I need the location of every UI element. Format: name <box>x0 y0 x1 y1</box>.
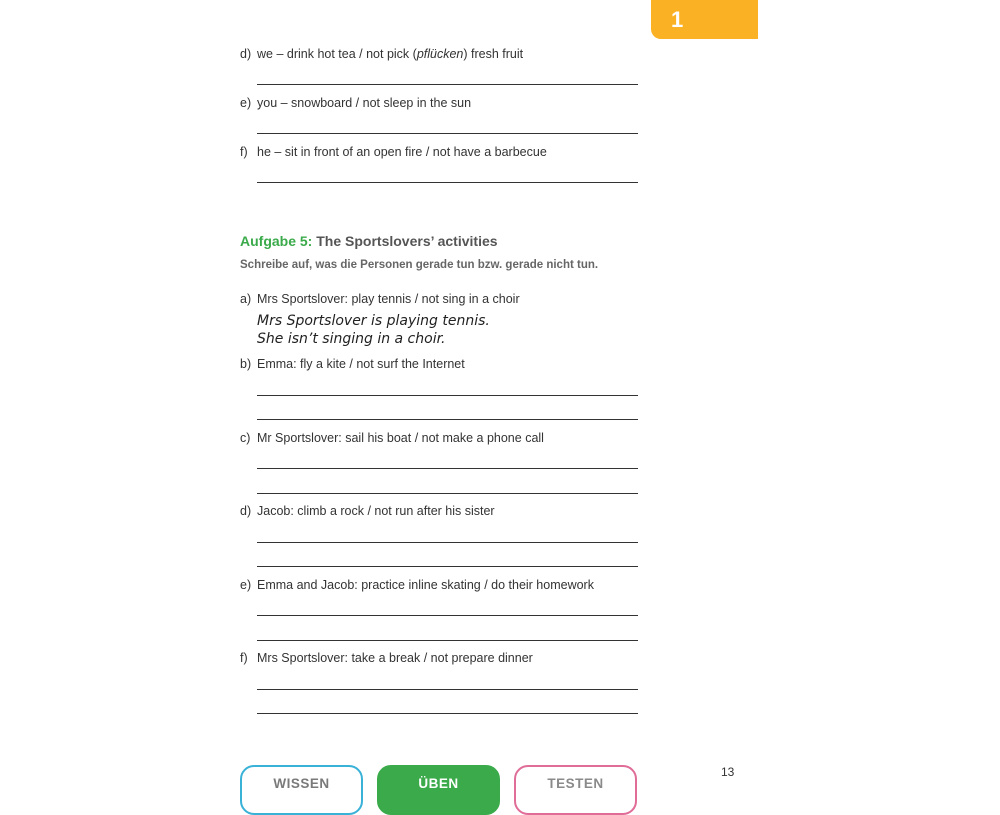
item-text-post: ) fresh fruit <box>463 47 524 61</box>
item-letter: c) <box>240 431 251 445</box>
ueben-tab[interactable]: ÜBEN <box>377 765 500 815</box>
item-text-pre: we – drink hot tea / not pick ( <box>257 47 417 61</box>
item-letter: e) <box>240 578 252 592</box>
exercise-title-text: The Sportslovers’ activities <box>316 233 498 249</box>
item-letter: e) <box>240 96 252 110</box>
top-item-e <box>240 96 471 110</box>
item-letter: d) <box>240 47 252 61</box>
item-text: Jacob: climb a rock / not run after his sister <box>257 504 495 518</box>
answer-line[interactable] <box>257 689 638 690</box>
answer-line[interactable] <box>257 493 638 494</box>
exercise-item-a <box>240 292 520 306</box>
answer-line[interactable] <box>257 182 638 183</box>
item-letter: b) <box>240 357 252 371</box>
exercise-item-c <box>240 431 544 445</box>
answer-line[interactable] <box>257 713 638 714</box>
answer-line[interactable] <box>257 542 638 543</box>
answer-line[interactable] <box>257 133 638 134</box>
testen-tab[interactable]: TESTEN <box>514 765 637 815</box>
item-letter: f) <box>240 651 248 665</box>
item-text: Emma and Jacob: practice inline skating / do their homework <box>257 578 594 592</box>
answer-line[interactable] <box>257 419 638 420</box>
answer-line[interactable] <box>257 395 638 396</box>
item-text: he – sit in front of an open fire / not have a barbecue <box>257 145 547 159</box>
chapter-number: 1 <box>671 7 684 32</box>
item-letter: f) <box>240 145 248 159</box>
exercise-item-b <box>240 357 465 371</box>
exercise-item-f <box>240 651 533 665</box>
item-letter: a) <box>240 292 252 306</box>
answer-line[interactable] <box>257 640 638 641</box>
example-answer-line-1: Mrs Sportslover is playing tennis. <box>257 313 490 329</box>
exercise-instruction: Schreibe auf, was die Personen gerade tun bzw. gerade nicht tun. <box>240 259 599 271</box>
answer-line[interactable] <box>257 566 638 567</box>
exercise-title <box>240 233 498 249</box>
wissen-tab[interactable]: WISSEN <box>240 765 363 815</box>
top-item-d <box>240 47 523 61</box>
exercise-item-e <box>240 578 594 592</box>
item-text: Mrs Sportslover: take a break / not prepare dinner <box>257 651 533 665</box>
chapter-tab <box>651 0 758 39</box>
top-item-f <box>240 145 547 159</box>
item-text: Emma: fly a kite / not surf the Internet <box>257 357 465 371</box>
example-answer-line-2: She isn’t singing in a choir. <box>257 331 446 347</box>
item-text: Mrs Sportslover: play tennis / not sing in a choir <box>257 292 520 306</box>
answer-line[interactable] <box>257 84 638 85</box>
item-letter: d) <box>240 504 252 518</box>
exercise-label: Aufgabe 5: <box>240 233 313 249</box>
item-text: you – snowboard / not sleep in the sun <box>257 96 472 110</box>
exercise-item-d <box>240 504 495 518</box>
item-text-italic: pflücken <box>416 47 464 61</box>
page-number: 13 <box>721 765 735 779</box>
answer-line[interactable] <box>257 468 638 469</box>
item-text: Mr Sportslover: sail his boat / not make a phone call <box>257 431 544 445</box>
answer-line[interactable] <box>257 615 638 616</box>
